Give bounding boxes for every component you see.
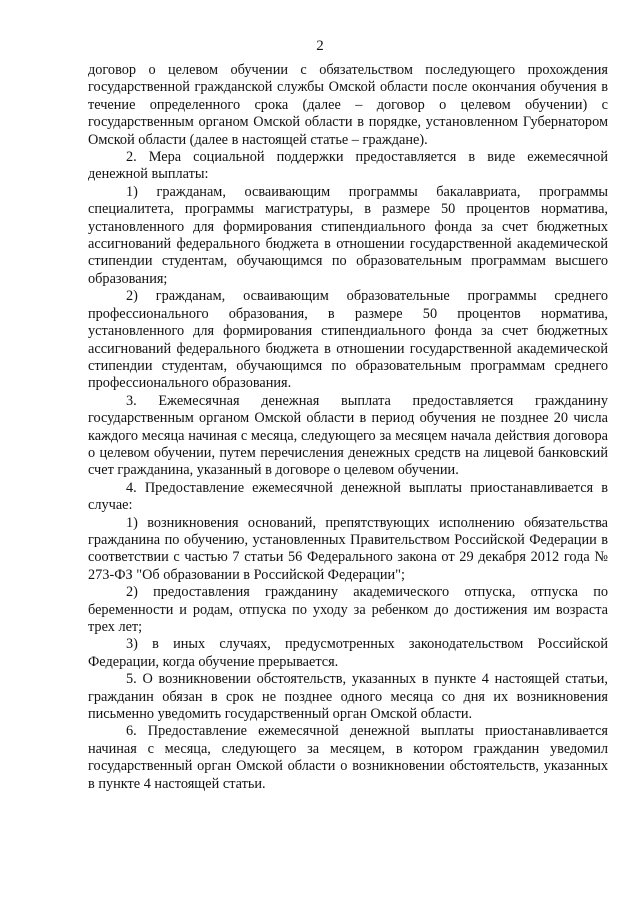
paragraph-clause-5: 5. О возникновении обстоятельств, указанных в пункте 4 настоящей статьи, гражданин обязан в срок не позднее одного месяца со дня их возникновения письменно уведомить государственный орган Омской области. — [88, 671, 608, 723]
page-number: 2 — [316, 38, 324, 54]
paragraph-clause-2-item-2: 2) гражданам, осваивающим образовательные программы среднего профессионального образования, в размере 50 процентов норматива, установленного для формирования стипендиального фонда за счет бюджетных ассигнований федерального бюджета в отношении государственной академической стипендии студентам, обучающимся по образовательным программам среднего профессионального образования. — [88, 288, 608, 392]
paragraph-intro-continuation: договор о целевом обучении с обязательством последующего прохождения государственной гражданской службы Омской области после окончания обучения в течение определенного срока (далее – договор о целевом обучении) с государственным органом Омской области в порядке, установленном Губернатором Омской области (далее в настоящей статье – граждане). — [88, 62, 608, 148]
paragraph-clause-4-item-2: 2) предоставления гражданину академического отпуска, отпуска по беременности и родам, отпуска по уходу за ребенком до достижения им возраста трех лет; — [88, 584, 608, 635]
paragraph-clause-3: 3. Ежемесячная денежная выплата предоставляется гражданину государственным органом Омской области в период обучения не позднее 20 числа каждого месяца начиная с месяца, следующего за месяцем начала действия договора о целевом обучении, путем перечисления денежных средств на лицевой банковский счет гражданина, указанный в договоре о целевом обучении. — [88, 392, 608, 479]
paragraph-clause-2-item-1: 1) гражданам, осваивающим программы бакалавриата, программы специалитета, программы магистратуры, в размере 50 процентов норматива, установленного для формирования стипендиального фонда за счет бюджетных ассигнований федерального бюджета в отношении государственной академической стипендии студентам, обучающимся по образовательным программам высшего образования; — [88, 183, 608, 287]
paragraph-clause-4: 4. Предоставление ежемесячной денежной выплаты приостанавливается в случае: — [88, 479, 608, 514]
paragraph-clause-2: 2. Мера социальной поддержки предоставляется в виде ежемесячной денежной выплаты: — [88, 149, 608, 183]
paragraph-clause-6: 6. Предоставление ежемесячной денежной выплаты приостанавливается начиная с месяца, следующего за месяцем, в котором гражданин уведомил государственный орган Омской области о возникновении обстоятельств, указанных в пункте 4 настоящей статьи. — [88, 723, 608, 792]
document-body — [88, 62, 608, 793]
paragraph-clause-4-item-1: 1) возникновения оснований, препятствующих исполнению обязательства гражданина по обучению, установленных Правительством Российской Федерации в соответствии с частью 7 статьи 56 Федерального закона от 29 декабря 2012 года № 273-ФЗ "Об образовании в Российской Федерации"; — [88, 514, 608, 583]
paragraph-clause-4-item-3: 3) в иных случаях, предусмотренных законодательством Российской Федерации, когда обучение прерывается. — [88, 636, 608, 670]
